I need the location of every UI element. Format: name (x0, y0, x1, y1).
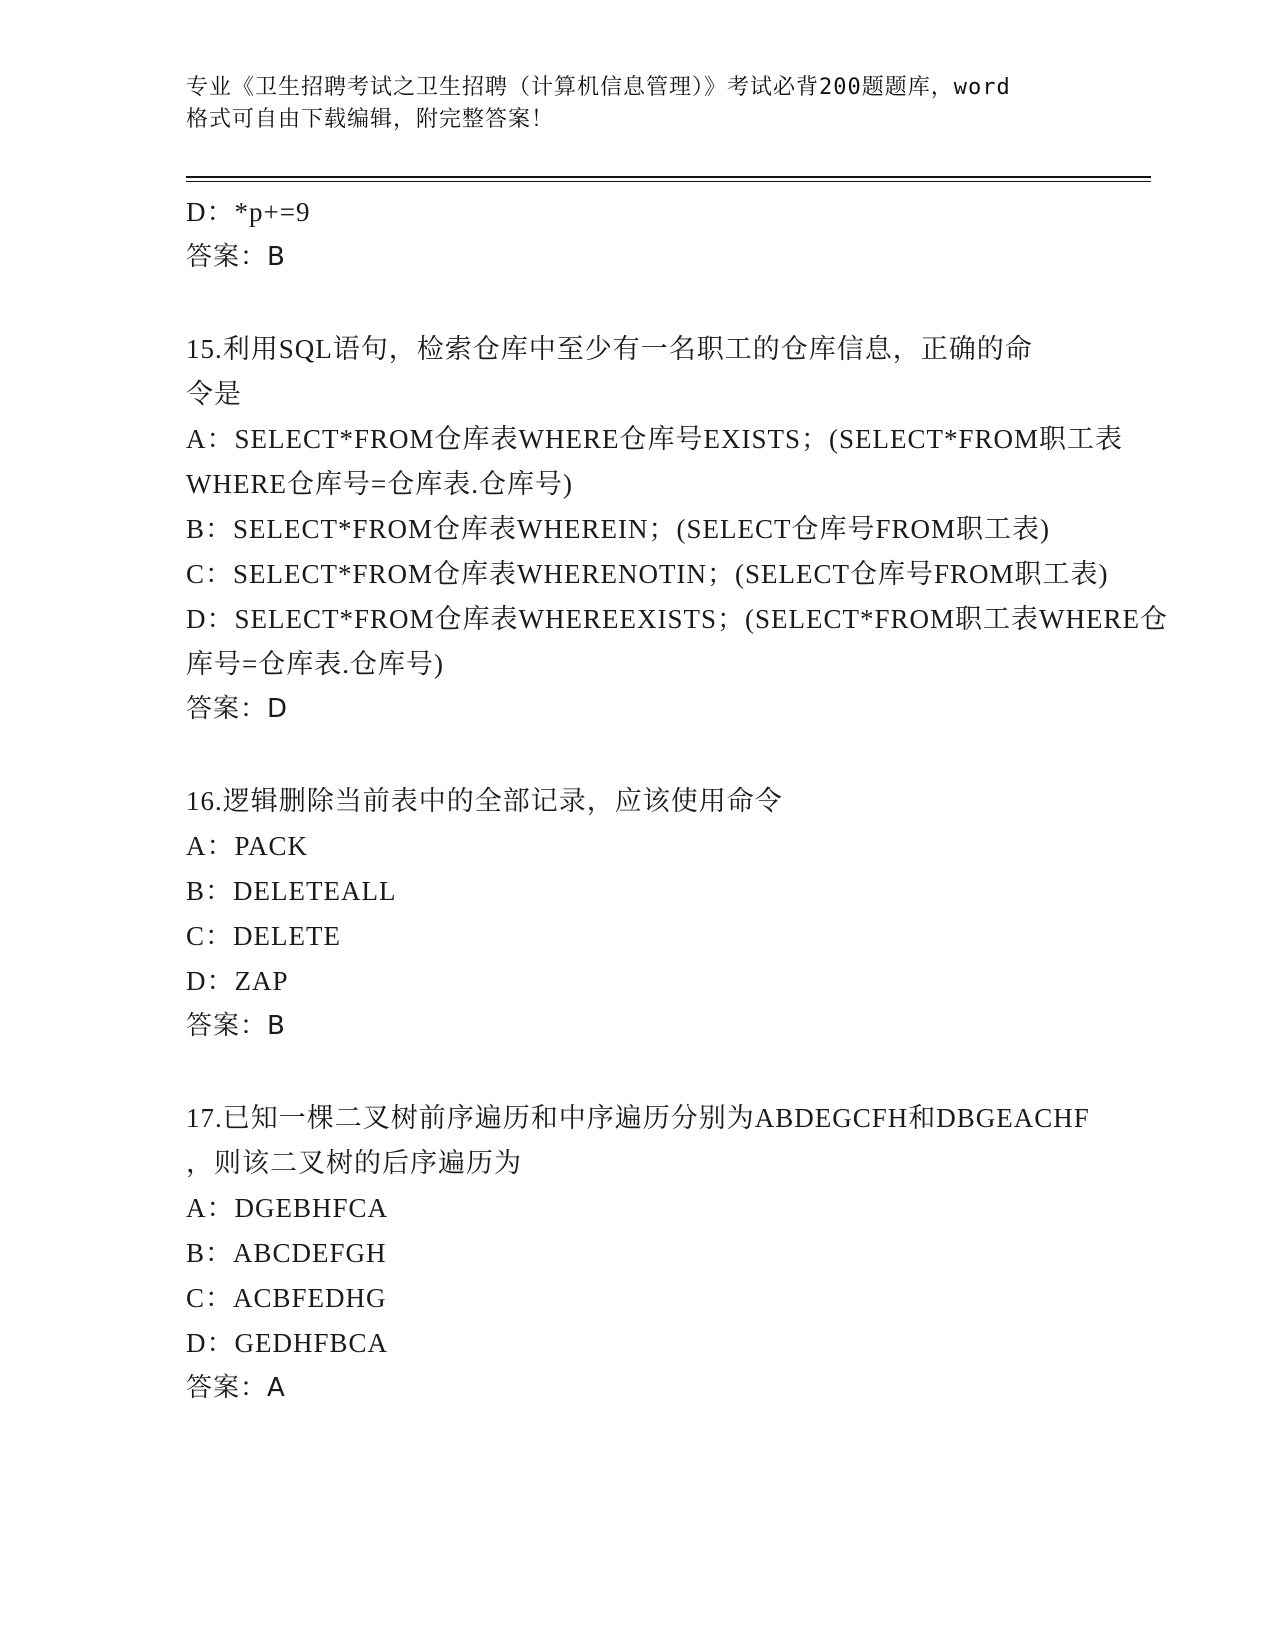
header-divider-thin (186, 181, 1151, 182)
prev-answer: 答案：B (186, 242, 286, 272)
q16-option-c: C：DELETE (186, 921, 341, 951)
q15-answer: 答案：D (186, 694, 289, 724)
prev-option-d: D：*p+=9 (186, 197, 311, 227)
q16-answer: 答案：B (186, 1011, 286, 1041)
spacer (186, 732, 1086, 779)
q15-option-b: B：SELECT*FROM仓库表WHEREIN；(SELECT仓库号FROM职工表) (186, 514, 1051, 544)
q17-option-a: A：DGEBHFCA (186, 1193, 389, 1223)
document-header (186, 72, 1086, 136)
q17-answer: 答案：A (186, 1373, 286, 1403)
q17-option-b: B：ABCDEFGH (186, 1238, 387, 1268)
question-17 (186, 1096, 1090, 1411)
q15-option-a-line-2: WHERE仓库号=仓库表.仓库号) (186, 469, 573, 499)
q15-stem-line-1: 15.利用SQL语句，检索仓库中至少有一名职工的仓库信息，正确的命 (186, 334, 1033, 364)
q16-option-d: D：ZAP (186, 966, 289, 996)
spacer (186, 280, 1086, 327)
q15-option-d-line-2: 库号=仓库表.仓库号) (186, 649, 444, 679)
q17-stem-line-2: ，则该二叉树的后序遍历为 (186, 1148, 522, 1178)
q15-stem-line-2: 令是 (186, 379, 242, 409)
header-line-1: 专业《卫生招聘考试之卫生招聘（计算机信息管理）》考试必背200题题库，word (186, 75, 1011, 100)
q16-stem: 16.逻辑删除当前表中的全部记录，应该使用命令 (186, 786, 783, 816)
header-line-2: 格式可自由下载编辑，附完整答案！ (186, 107, 555, 132)
q17-stem-line-1: 17.已知一棵二叉树前序遍历和中序遍历分别为ABDEGCFH和DBGEACHF (186, 1103, 1090, 1133)
q17-option-c: C：ACBFEDHG (186, 1283, 387, 1313)
header-divider-thick (186, 176, 1151, 178)
q16-option-b: B：DELETEALL (186, 876, 397, 906)
q16-option-a: A：PACK (186, 831, 309, 861)
spacer (186, 1049, 1086, 1096)
question-15 (186, 327, 1169, 732)
q15-option-d-line-1: D：SELECT*FROM仓库表WHEREEXISTS；(SELECT*FROM职工表WHERE仓 (186, 604, 1169, 634)
q15-option-a-line-1: A：SELECT*FROM仓库表WHERE仓库号EXISTS；(SELECT*FROM职工表 (186, 424, 1124, 454)
q17-option-d: D：GEDHFBCA (186, 1328, 389, 1358)
question-16 (186, 779, 1086, 1049)
question-content (186, 190, 1169, 1411)
q15-option-c: C：SELECT*FROM仓库表WHERENOTIN；(SELECT仓库号FROM职工表) (186, 559, 1109, 589)
